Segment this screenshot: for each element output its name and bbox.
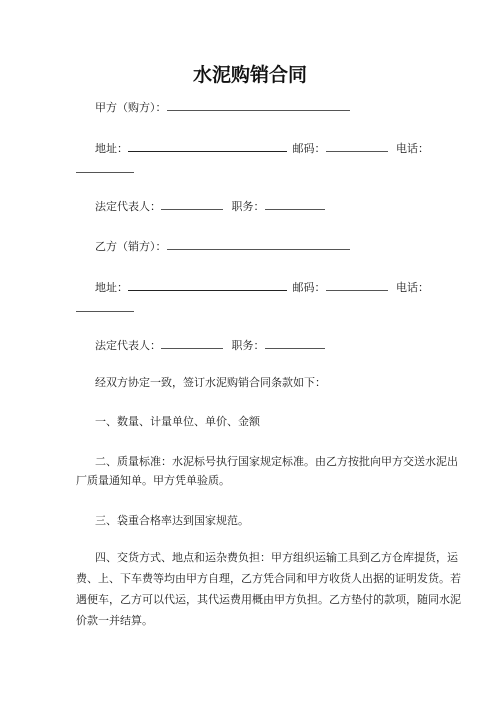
clause-3: 三、袋重合格率达到国家规范。: [95, 514, 249, 527]
party-a-label: 甲方（购方）：: [95, 101, 167, 114]
party-b-position-field[interactable]: [265, 337, 325, 349]
party-a-address-label: 地址：: [95, 142, 128, 155]
clause-2-line-1: 二、质量标准：水泥标号执行国家规定标准。由乙方按批向甲方交送水泥出: [95, 455, 458, 468]
page-title: 水泥购销合同: [192, 64, 307, 86]
party-b-rep-label: 法定代表人：: [95, 339, 161, 352]
clause-2-line-2: 厂质量通知单。甲方凭单验质。: [76, 474, 230, 487]
party-b-line: [95, 238, 350, 254]
party-a-phone-line: [76, 161, 134, 177]
party-a-rep-line: [95, 198, 325, 214]
party-b-position-label: 职务：: [231, 339, 265, 352]
party-b-rep-line: [95, 337, 325, 353]
party-b-address-label: 地址：: [95, 281, 128, 294]
party-b-phone-field[interactable]: [76, 300, 134, 312]
party-a-name-field[interactable]: [167, 99, 350, 111]
party-b-address-field[interactable]: [128, 279, 287, 291]
party-a-address-line: [95, 140, 429, 156]
clause-4-line-1: 四、交货方式、地点和运杂费负担：甲方组织运输工具到乙方仓库提货，运: [95, 551, 458, 564]
party-a-phone-label: 电话：: [396, 142, 429, 155]
clause-1: 一、数量、计量单位、单价、金额: [95, 415, 260, 428]
party-a-rep-label: 法定代表人：: [95, 200, 161, 213]
party-a-position-label: 职务：: [231, 200, 265, 213]
party-b-postcode-label: 邮码：: [292, 281, 326, 294]
party-a-postcode-label: 邮码：: [292, 142, 326, 155]
clause-4-line-2: 费、上、下车费等均由甲方自理，乙方凭合同和甲方收货人出据的证明发货。若: [76, 572, 461, 585]
clause-4-line-3: 遇便车，乙方可以代运，其代运费用概由甲方负担。乙方垫付的款项，随同水泥: [76, 593, 461, 606]
party-b-label: 乙方（销方）：: [95, 240, 167, 253]
party-b-phone-line: [76, 300, 134, 316]
party-b-postcode-field[interactable]: [326, 279, 388, 291]
party-a-phone-field[interactable]: [76, 161, 134, 173]
intro-paragraph: 经双方协定一致，签订水泥购销合同条款如下：: [95, 376, 326, 389]
party-b-phone-label: 电话：: [396, 281, 429, 294]
party-b-address-line: [95, 279, 429, 295]
party-a-position-field[interactable]: [265, 198, 325, 210]
party-a-rep-field[interactable]: [161, 198, 223, 210]
party-b-name-field[interactable]: [167, 238, 350, 250]
party-a-line: [95, 99, 350, 115]
party-a-address-field[interactable]: [128, 140, 287, 152]
clause-4-line-4: 价款一并结算。: [76, 614, 153, 627]
party-a-postcode-field[interactable]: [326, 140, 388, 152]
party-b-rep-field[interactable]: [161, 337, 223, 349]
